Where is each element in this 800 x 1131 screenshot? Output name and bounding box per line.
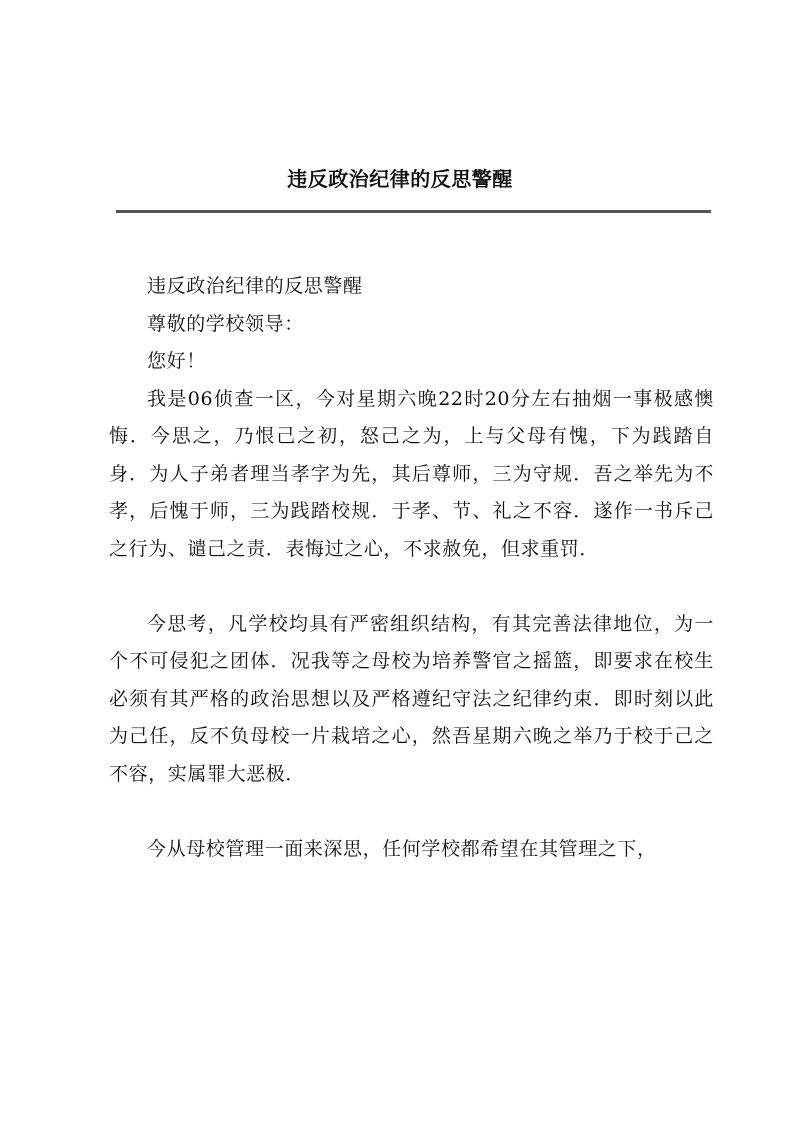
paragraph-management: 今从母校管理一面来深思，任何学校都希望在其管理之下， <box>147 837 657 860</box>
paragraph-reflection: 今思考，凡学校均具有严密组织结构，有其完善法律地位，为一个不可侵犯之团体．况我等之母校为培养警官之摇篮，即要求在校生必须有其严格的政治思想以及严格遵纪守法之纪律约束．即时刻以此为己任，反不负母校一片栽培之心，然吾星期六晚之举乃于校于己之不容，实属罪大恶极． <box>109 612 714 785</box>
greeting: 您好！ <box>147 350 206 372</box>
paragraph-confession: 我是06侦查一区，今对星期六晚22时20分左右抽烟一事极感懊悔．今思之，乃恨己之初，怒己之为，上与父母有愧，下为践踏自身．为人子弟者理当孝字为先，其后尊师，三为守规．吾之举先为不孝，后愧于师，三为践踏校规．于孝、节、礼之不容．遂作一书斥己之行为、谴己之责．表悔过之心，不求赦免，但求重罚． <box>109 387 714 560</box>
document-body <box>109 268 714 868</box>
document-title: 违反政治纪律的反思警醒 <box>287 167 513 191</box>
salutation: 尊敬的学校领导： <box>147 312 304 335</box>
title-divider <box>116 210 711 213</box>
body-heading: 违反政治纪律的反思警醒 <box>147 275 363 297</box>
